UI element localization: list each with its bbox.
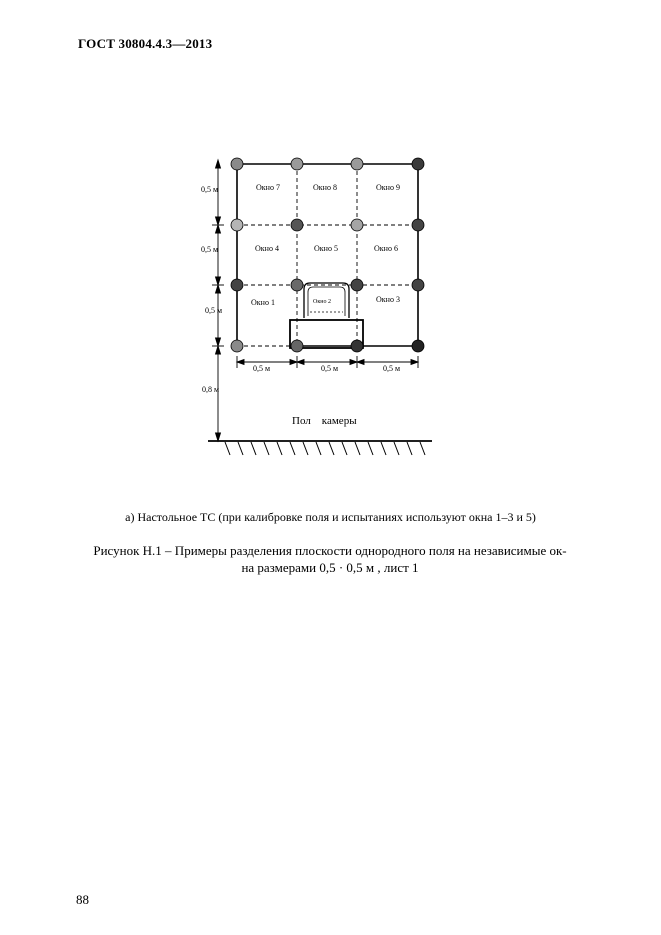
dim-label-height: 0,8 м [202,385,220,394]
equipment-under-test [290,283,363,348]
node-light [351,219,363,231]
node-light [231,340,243,352]
figure-caption-line-2: на размерами 0,5 · 0,5 м , лист 1 [241,560,419,575]
window-4-label: Окно 4 [255,244,279,253]
node-dark [291,340,303,352]
document-header: ГОСТ 30804.4.3—2013 [78,36,213,51]
window-7-label: Окно 7 [256,183,280,192]
window-9-label: Окно 9 [376,183,400,192]
node-dark [291,219,303,231]
window-1-label: Окно 1 [251,298,275,307]
dim-label-row3: 0,5 м [201,185,219,194]
dim-label-col3: 0,5 м [383,364,401,373]
window-2-label: Окно 2 [313,299,331,305]
node-light [291,158,303,170]
window-5-label: Окно 5 [314,244,338,253]
node-dark [291,279,303,291]
floor-label: Пол камеры [292,415,357,427]
dim-label-col1: 0,5 м [253,364,271,373]
vertical-dimension-line [212,160,224,441]
window-8-label: Окно 8 [313,183,337,192]
node-dark [412,340,424,352]
node-light [231,158,243,170]
node-dark [351,340,363,352]
node-light [351,158,363,170]
dim-label-row1: 0,5 м [205,306,223,315]
node-dark [351,279,363,291]
figure-caption-line-1: Рисунок Н.1 – Примеры разделения плоскости однородного поля на независимые ок- [93,543,567,558]
chamber-floor [208,441,432,455]
node-dark [412,158,424,170]
dim-label-row2: 0,5 м [201,245,219,254]
dim-label-col2: 0,5 м [321,364,339,373]
window-3-label: Окно 3 [376,295,400,304]
node-dark [231,279,243,291]
node-dark [412,219,424,231]
node-light [231,219,243,231]
figure-caption [40,542,620,576]
page-number: 88 [76,892,89,907]
window-6-label: Окно 6 [374,244,398,253]
node-dark [412,279,424,291]
figure-subcaption: а) Настольное ТС (при калибровке поля и испытаниях используют окна 1–3 и 5) [125,510,536,524]
